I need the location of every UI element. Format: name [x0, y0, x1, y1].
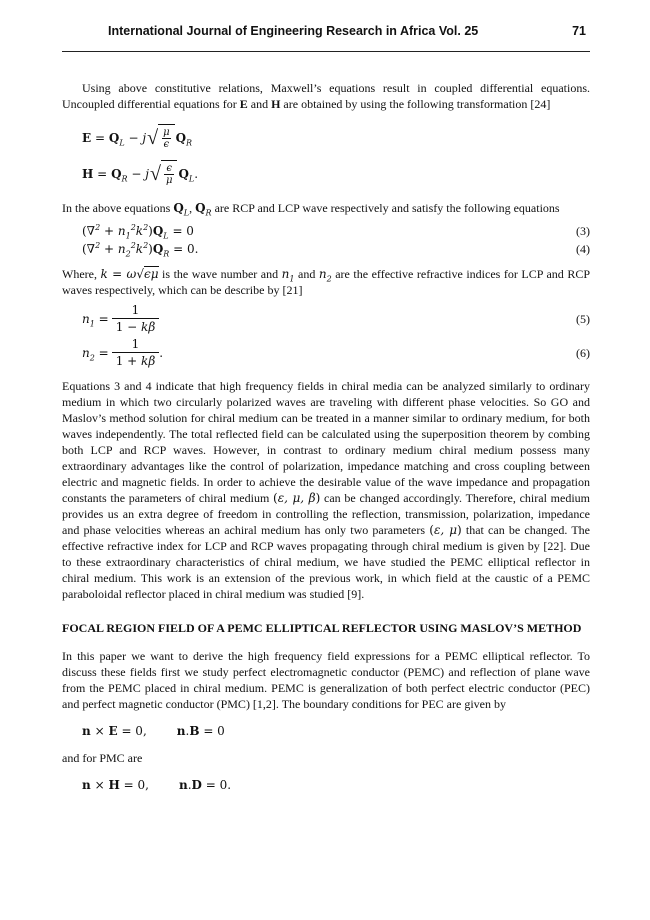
page-body — [62, 80, 590, 794]
transformation-equations — [82, 120, 590, 192]
equation-3: $(\nabla^2 + n_1^2k^2)Q_L = 0$ (3) — [82, 223, 590, 241]
equation-5: $n_1$ = $\frac{1}{1 - k\beta}$ (5) — [82, 303, 590, 334]
equation-e-transform: $E = Q_L - j$ √ $\frac{\mu}{\epsilon}$ $Q_R$ — [82, 120, 590, 156]
paragraph-intro: Using above constitutive relations, Maxwell’s equations result in coupled differential equations. Uncoupled differential equations for E and H are obtained by using the following transformation [24] — [62, 81, 590, 111]
journal-title: International Journal of Engineering Research in Africa Vol. 25 — [108, 24, 479, 38]
pec-boundary-conditions: n × E = 0, n.B = 0 — [82, 724, 225, 738]
page-number: 71 — [572, 24, 586, 38]
paragraph-wave-equations-intro: In the above equations $Q_L$, $Q_R$ are RCP and LCP wave respectively and satisfy the following equations — [62, 201, 560, 218]
equation-6: $n_2$ = $\frac{1}{1 + k\beta}$ . (6) — [82, 337, 590, 368]
refractive-index-equations — [62, 302, 590, 370]
equation-number: (6) — [576, 346, 590, 360]
equation-number: (4) — [576, 242, 590, 256]
paragraph-refractive-indices: Where, k = ω√ϵμ is the wave number and $n_1$ and $n_2$ are the effective refractive indices for LCP and RCP waves respectively, which can be describe by [21] — [62, 267, 591, 297]
section-heading: FOCAL REGION FIELD OF A PEMC ELLIPTICAL REFLECTOR USING MASLOV’S METHOD — [62, 621, 582, 635]
paragraph-chiral-discussion: Equations 3 and 4 indicate that high frequency fields in chiral media can be analyzed similarly to ordinary medium in which two circularly polarized waves are traveling with different phase velocities. So GO and Maslov’s method solution for chiral medium can be treated in a manner similar to ordinary medium, for both waves independently. The total reflected field can be calculated using the superposition theorem by combing both LCP and RCP waves. However, in contrast to ordinary medium chiral medium possess many extraordinary advantages like the control of polarization, impedance matching and cross coupling between electric and magnetic fields. In order to achieve the desirable value of the wave impedance and propagation constants the parameters of chiral medium (ε, μ, β) can be changed accordingly. Therefore, chiral medium provides us an extra degree of freedom in controlling the reflection, transmission, polarization, impedance and phase velocities whereas an achiral medium has only two parameters (ε, μ) that can be changed. The effective refractive index for LCP and RCP waves propagating through chiral medium is given by [22]. Due to these extraordinary characteristics of chiral medium, we have studied the PEMC elliptical reflector in chiral medium. This work is an extension of the previous work, in which field at the caustic of a PEMC paraboloidal reflector placed in chiral medium was studied [9]. — [62, 379, 591, 601]
header-rule — [62, 51, 590, 52]
pmc-boundary-conditions: n × H = 0, n.D = 0. — [82, 778, 232, 792]
paragraph-pmc-intro: and for PMC are — [62, 751, 143, 765]
equation-number: (5) — [576, 312, 590, 326]
paragraph-pemc-intro: In this paper we want to derive the high frequency field expressions for a PEMC elliptical reflector. To discuss these fields first we study perfect electromagnetic conductor (PEMC) and reflection of plane wave from the PEMC placed in chiral medium. PEMC is generalization of both perfect electric conductor (PEC) and perfect magnetic conductor (PMC) [1,2]. The boundary conditions for PEC are given by — [62, 649, 590, 711]
equation-4: $(\nabla^2 + n_2^2k^2)Q_R = 0$. (4) — [82, 241, 590, 259]
equation-number: (3) — [576, 224, 590, 238]
equation-h-transform: $H = Q_R - j$ √ $\frac{\epsilon}{\mu}$ $Q_L$. — [82, 156, 590, 192]
wave-equations — [62, 222, 590, 258]
